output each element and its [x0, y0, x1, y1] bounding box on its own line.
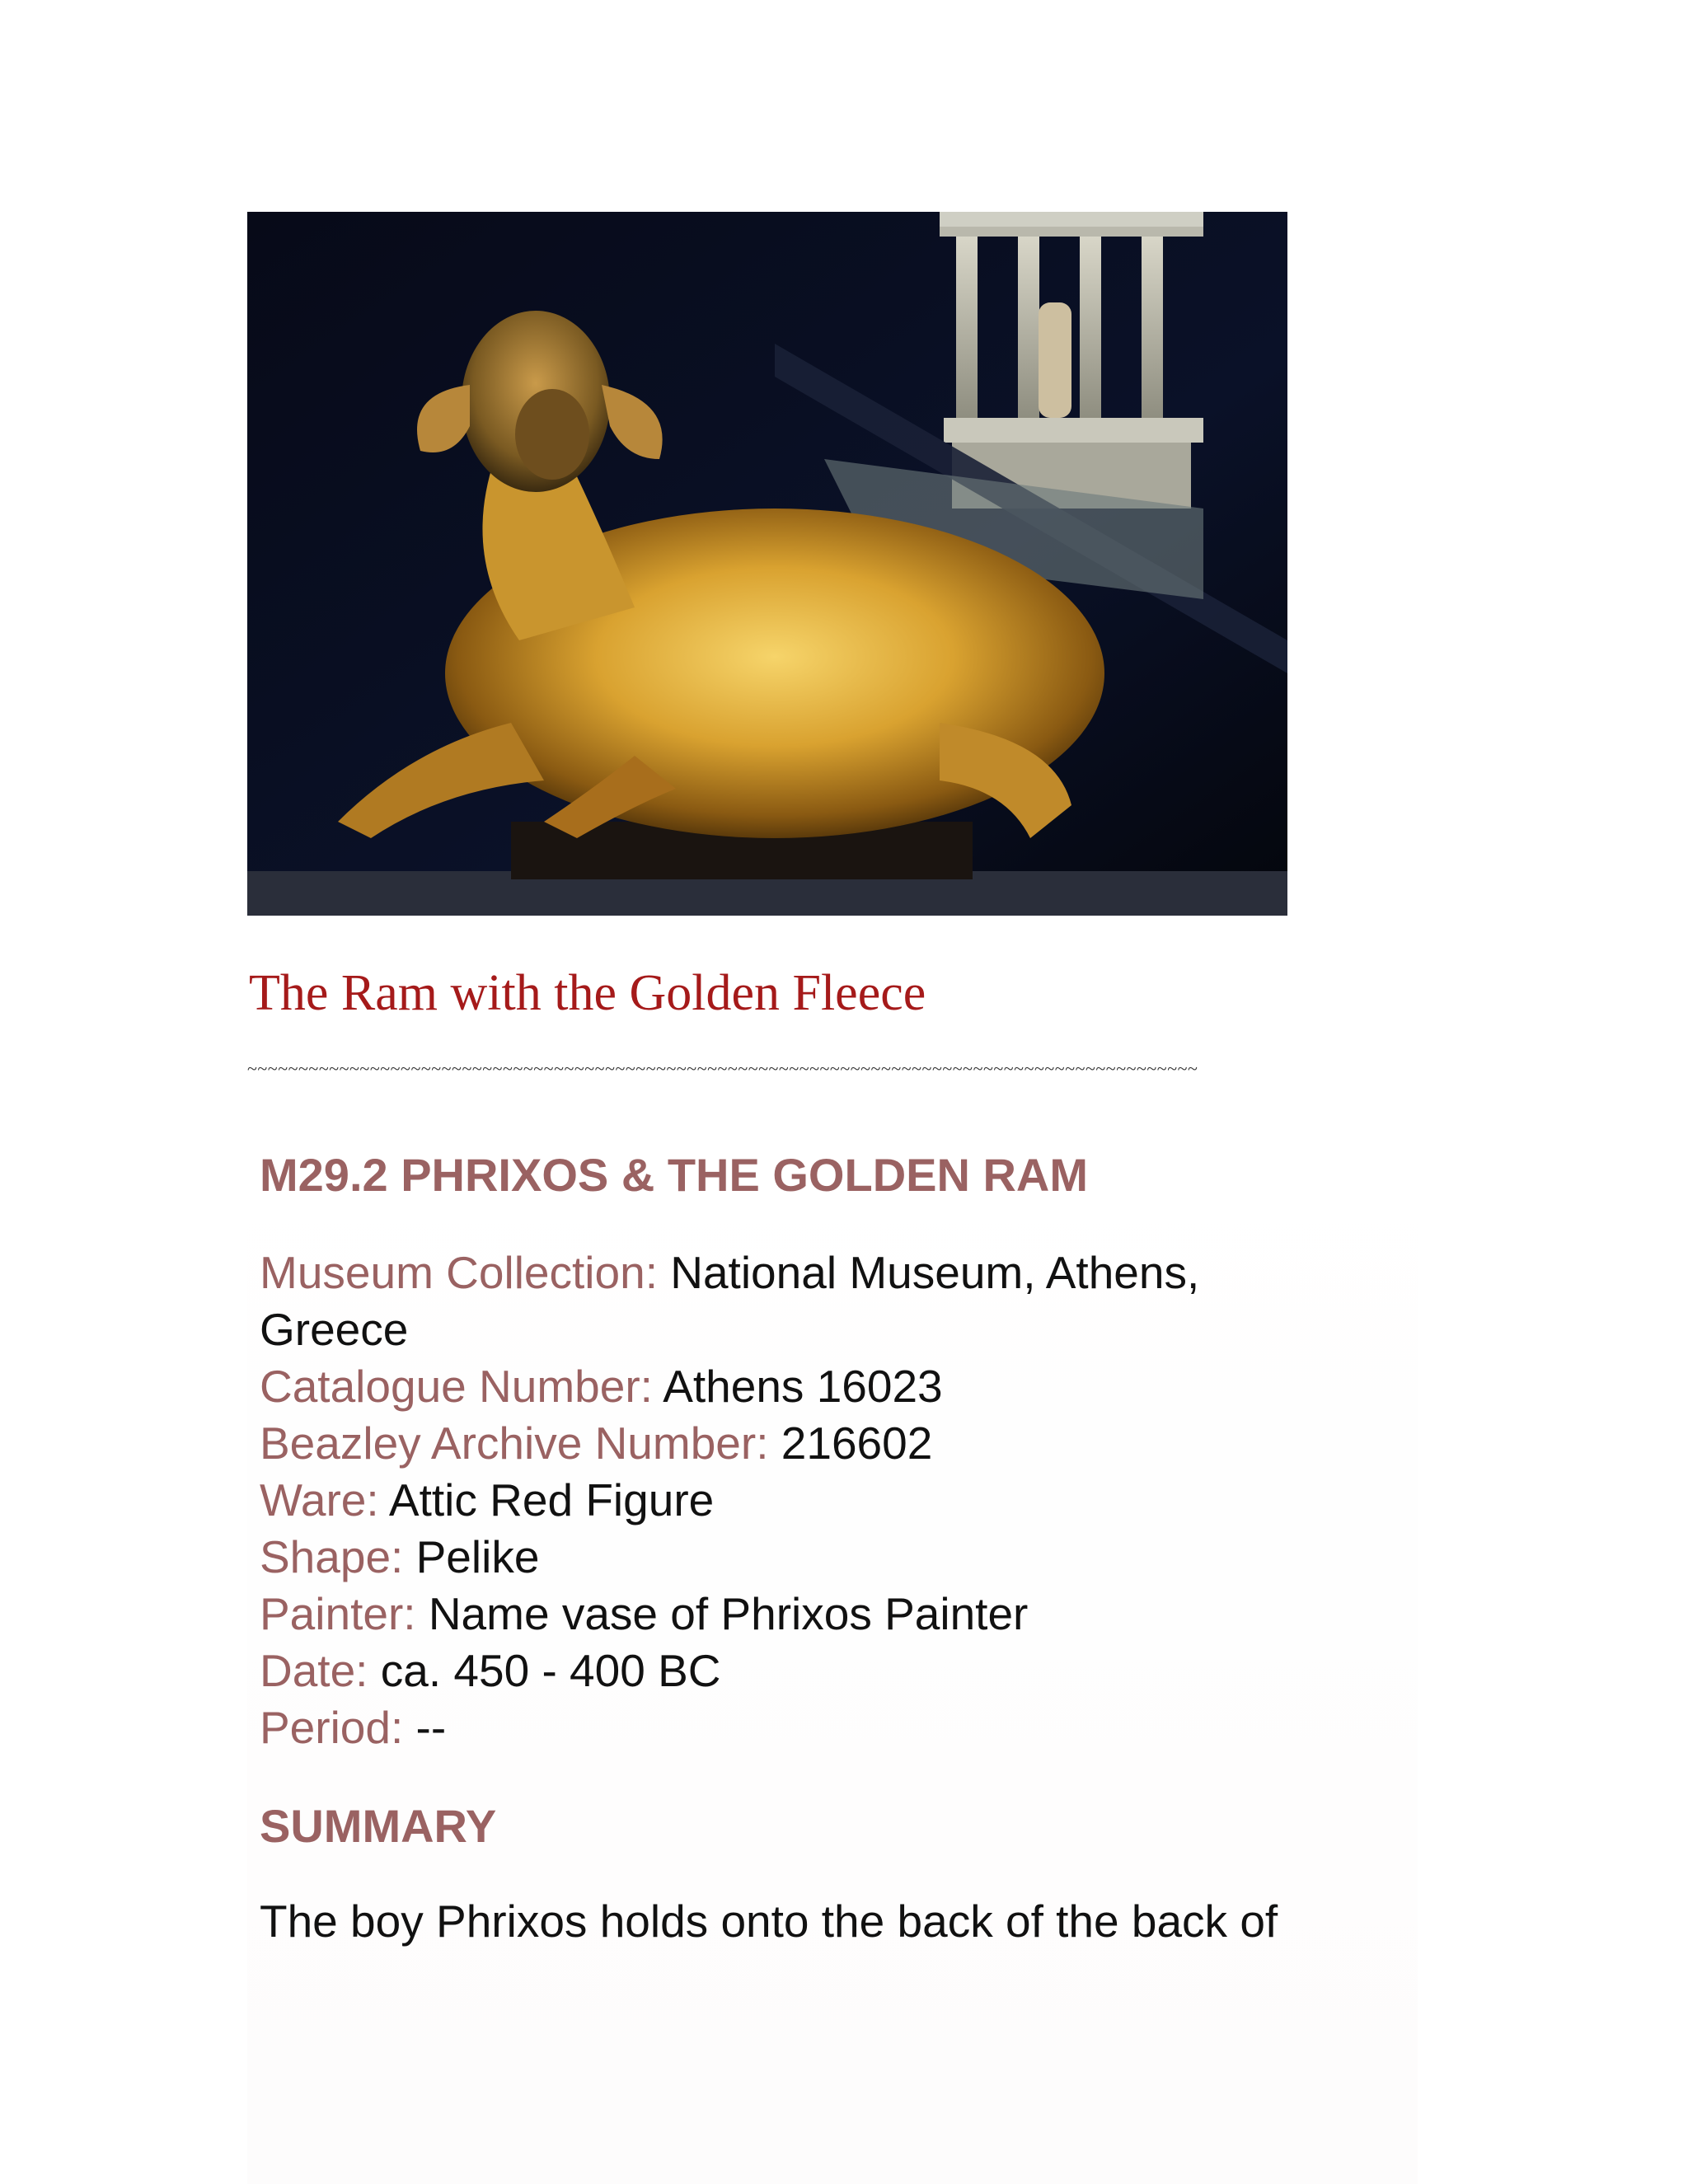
summary-heading: SUMMARY	[260, 1800, 497, 1852]
period-row	[260, 1699, 1348, 1756]
shape-value: Pelike	[415, 1531, 540, 1582]
period-label: Period:	[260, 1702, 404, 1753]
date-row	[260, 1643, 1348, 1699]
artifact-details	[260, 1244, 1348, 1756]
catalogue-number-label: Catalogue Number:	[260, 1361, 653, 1412]
painter-label: Painter:	[260, 1588, 416, 1639]
museum-collection-row	[260, 1244, 1348, 1358]
page-title: The Ram with the Golden Fleece	[249, 965, 926, 1021]
catalogue-number-value: Athens 16023	[663, 1361, 943, 1412]
ware-value: Attic Red Figure	[388, 1474, 715, 1526]
museum-collection-label: Museum Collection:	[260, 1247, 658, 1298]
period-value: --	[415, 1702, 447, 1753]
painter-row	[260, 1586, 1348, 1643]
beazley-archive-value: 216602	[781, 1418, 933, 1469]
ram-sculpture-image	[247, 212, 1287, 916]
beazley-archive-label: Beazley Archive Number:	[260, 1418, 769, 1469]
beazley-archive-row	[260, 1415, 1348, 1472]
date-label: Date:	[260, 1645, 368, 1696]
museum-collection-value: National Museum, Athens, Greece	[260, 1247, 1200, 1355]
catalogue-number-row	[260, 1358, 1348, 1415]
artifact-heading: M29.2 PHRIXOS & THE GOLDEN RAM	[260, 1149, 1089, 1201]
date-value: ca. 450 - 400 BC	[380, 1645, 721, 1696]
painter-value: Name vase of Phrixos Painter	[428, 1588, 1029, 1639]
ware-row	[260, 1472, 1348, 1529]
summary-text: The boy Phrixos holds onto the back of the back of	[260, 1896, 1278, 1947]
golden-ram-photo	[247, 212, 1287, 916]
tilde-divider: ~~~~~~~~~~~~~~~~~~~~~~~~~~~~~~~~~~~~~~~~~~~~~~~~~~~~~~~~~~~~~~~~~~~~~~~~~~~~~~~~~~~~~~~~~~~~~	[247, 1060, 1198, 1078]
shape-row	[260, 1529, 1348, 1586]
shape-label: Shape:	[260, 1531, 404, 1582]
ware-label: Ware:	[260, 1474, 379, 1526]
